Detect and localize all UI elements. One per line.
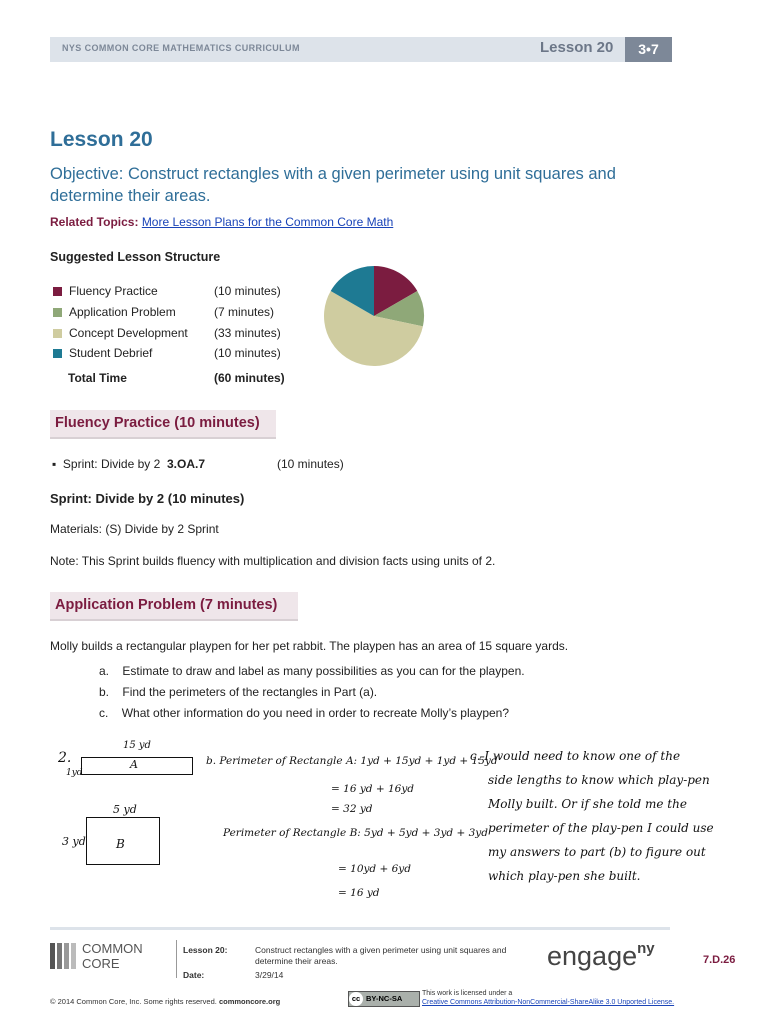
rect-a-width: 1yd — [66, 768, 83, 778]
part-c-line2: side lengths to know which play-pen — [488, 773, 710, 787]
sprint-bullet-text: Sprint: Divide by 2 — [62, 457, 161, 471]
license-link[interactable]: Creative Commons Attribution-NonCommercial-ShareAlike 3.0 Unported License. — [422, 999, 675, 1006]
related-label: Related Topics: — [50, 215, 139, 229]
objective: Objective: Construct rectangles with a given perimeter using unit squares and determine their areas. — [50, 165, 616, 205]
legend-swatch — [53, 329, 62, 338]
engage-text: engage — [547, 941, 638, 971]
fluency-heading-box — [50, 410, 276, 439]
rect-a-label: A — [130, 758, 138, 771]
legend-item-fluency — [53, 284, 158, 298]
related-topics — [50, 215, 393, 229]
sprint-heading: Sprint: Divide by 2 (10 minutes) — [50, 491, 245, 506]
footer-date: 3/29/14 — [255, 970, 284, 980]
license-line1: This work is licensed under a — [422, 990, 513, 997]
fluency-heading: Fluency Practice (10 minutes) — [55, 415, 260, 431]
rect-a-length: 15 yd — [123, 740, 151, 751]
sprint-bullet-time: (10 minutes) — [277, 457, 344, 471]
legend-swatch — [53, 349, 62, 358]
item-letter: b. — [99, 685, 110, 699]
legend-label: Concept Development — [69, 326, 188, 340]
total-time: (60 minutes) — [214, 371, 285, 385]
logo-line2: CORE — [82, 956, 120, 971]
legend-time: (10 minutes) — [214, 284, 281, 298]
problem-item-b — [99, 685, 377, 699]
module-badge: 3•7 — [625, 37, 672, 62]
problem-item-c — [99, 706, 509, 720]
legend-item-application — [53, 305, 176, 319]
logo-line1: COMMON — [82, 941, 143, 956]
commoncore-site: commoncore.org — [218, 997, 281, 1006]
footer-lesson-label: Lesson 20: — [183, 945, 228, 955]
legend-label: Fluency Practice — [69, 284, 158, 298]
legend-label: Student Debrief — [69, 346, 153, 360]
item-text: What other information do you need in order to recreate Molly’s playpen? — [121, 706, 510, 720]
legend-time: (10 minutes) — [214, 346, 281, 360]
footer-separator — [176, 940, 177, 978]
cc-icon: cc — [349, 992, 363, 1006]
legend-label: Application Problem — [69, 305, 176, 319]
part-b-line5: = 10yd + 6yd — [338, 863, 411, 875]
legend-time: (7 minutes) — [214, 305, 275, 319]
ny-text: ny — [637, 940, 655, 957]
common-core-logo-icon — [50, 943, 76, 969]
item-text: Estimate to draw and label as many possibilities as you can for the playpen. — [122, 664, 525, 678]
part-b-line3: = 32 yd — [331, 803, 373, 815]
part-c-line5: my answers to part (b) to figure out — [488, 845, 706, 859]
part-b-line1: b. Perimeter of Rectangle A: 1yd + 15yd + 1yd + 15yd — [206, 755, 498, 767]
rect-b-width: 3 yd — [62, 835, 86, 848]
part-b-line2: = 16 yd + 16yd — [331, 783, 414, 795]
sprint-standard: 3.OA.7 — [166, 457, 205, 471]
item-letter: c. — [99, 706, 109, 720]
problem-item-a — [99, 664, 525, 678]
problem-number: 2. — [58, 750, 72, 766]
page-title: Lesson 20 — [50, 128, 153, 151]
legend-item-debrief — [53, 346, 152, 360]
total-label: Total Time — [68, 371, 127, 385]
part-c-line3: Molly built. Or if she told me the — [488, 797, 687, 811]
cc-badge-text: BY-NC-SA — [366, 994, 403, 1003]
copyright-text: © 2014 Common Core, Inc. Some rights reserved. — [50, 997, 217, 1006]
item-letter: a. — [99, 664, 110, 678]
footer-lesson-text: Construct rectangles with a given perimeter using unit squares and determine their areas. — [255, 945, 507, 966]
header-lesson: Lesson 20 — [540, 39, 614, 56]
footer-date-label: Date: — [183, 970, 205, 980]
part-c-line4: perimeter of the play-pen I could use — [488, 821, 714, 835]
item-text: Find the perimeters of the rectangles in Part (a). — [122, 685, 378, 699]
sprint-bullet: ▪ Sprint: Divide by 2 3.OA.7 — [52, 457, 205, 471]
curriculum-label: NYS COMMON CORE MATHEMATICS CURRICULUM — [62, 43, 300, 53]
rect-b-length: 5 yd — [113, 803, 137, 816]
rect-b-label: B — [116, 837, 125, 851]
copyright — [50, 997, 280, 1006]
legend-swatch — [53, 308, 62, 317]
part-b-line6: = 16 yd — [338, 887, 380, 899]
related-link[interactable]: More Lesson Plans for the Common Core Math — [141, 215, 394, 229]
engageny-logo — [547, 941, 655, 972]
structure-heading: Suggested Lesson Structure — [50, 250, 221, 264]
student-work — [48, 735, 748, 915]
materials: Materials: (S) Divide by 2 Sprint — [50, 522, 219, 536]
problem-intro: Molly builds a rectangular playpen for her pet rabbit. The playpen has an area of 15 square yards. — [50, 639, 569, 653]
application-heading: Application Problem (7 minutes) — [55, 597, 278, 613]
page-number: 7.D.26 — [703, 954, 736, 966]
part-c-line1: c. I would need to know one of the — [470, 749, 681, 763]
legend-time: (33 minutes) — [214, 326, 281, 340]
footer-divider — [50, 927, 670, 930]
sprint-note: Note: This Sprint builds fluency with multiplication and division facts using units of 2. — [50, 554, 496, 568]
application-heading-box — [50, 592, 298, 621]
part-c-line6: which play-pen she built. — [488, 869, 641, 883]
cc-license-badge — [348, 991, 420, 1007]
part-b-line4: Perimeter of Rectangle B: 5yd + 5yd + 3yd + 3yd — [223, 827, 488, 839]
legend-item-concept — [53, 326, 188, 340]
legend-swatch — [53, 287, 62, 296]
common-core-logo-text — [82, 941, 143, 971]
lesson-pie-chart — [322, 264, 426, 368]
